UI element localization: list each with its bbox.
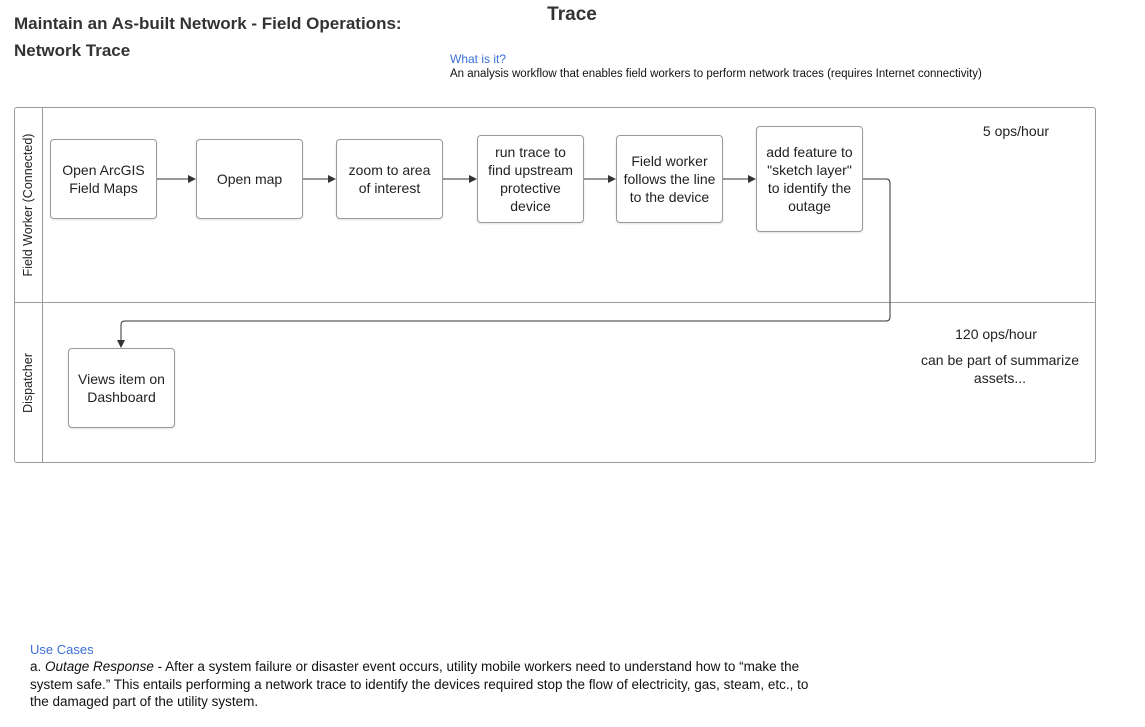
lane-rate-dispatcher: 120 ops/hour [955,326,1037,342]
what-is-it-label: What is it? [450,52,507,66]
use-case-outage-response [30,658,820,711]
step-label: add feature to "sketch layer" to identify the outage [766,144,853,214]
what-is-it-description: An analysis workflow that enables field workers to perform network traces (requires Internet connectivity) [450,68,982,80]
step-label: Views item on Dashboard [78,371,165,405]
use-cases-label: Use Cases [30,642,94,657]
use-case-title: Outage Response [45,659,154,674]
use-case-prefix: a. [30,659,46,674]
step-label: zoom to area of interest [348,162,431,196]
lane-label-field-worker: Field Worker (Connected) [21,133,35,277]
use-case-description: - After a system failure or disaster event occurs, utility mobile workers need to understand how to “make the system safe.” This entails performing a network trace to identify the devices required stop the flow of electricity, gas, steam, etc., to the damaged part of the utility system. [30,659,809,709]
page-title: Maintain an As-built Network - Field Operations: Network Trace [14,14,402,60]
step-label: Open ArcGIS Field Maps [62,162,145,196]
step-label: Field worker follows the line to the device [623,153,716,205]
lane-rate-field-worker: 5 ops/hour [982,123,1050,139]
arrow-6-7 [121,179,890,347]
step-label: Open map [216,171,283,187]
diagram-title: Trace [547,4,597,25]
step-label: run trace to find upstream protective device [488,144,573,214]
dispatcher-note: can be part of summarize assets... [921,352,1079,386]
lane-label-dispatcher: Dispatcher [21,353,35,413]
